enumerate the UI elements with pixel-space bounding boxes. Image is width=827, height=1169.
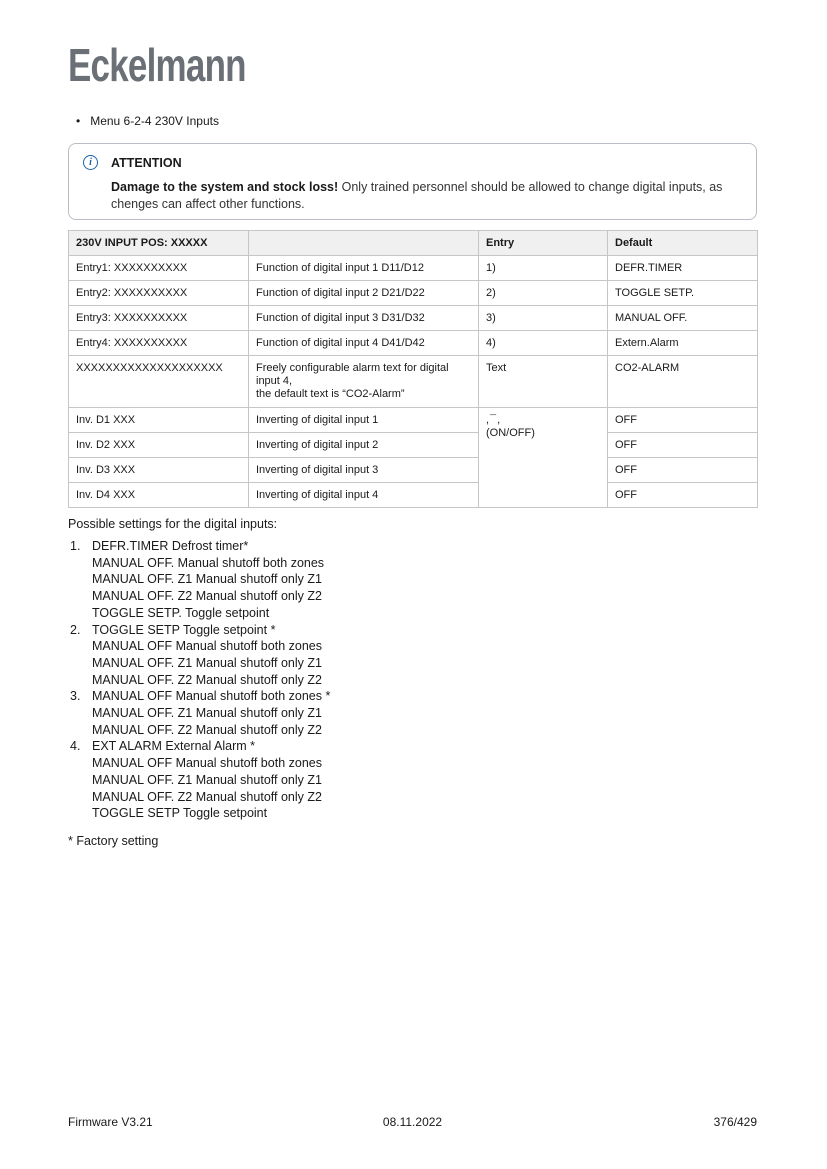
list-number: 3. [70, 689, 81, 704]
setting-line: MANUAL OFF. Z1 Manual shutoff only Z1 [92, 772, 322, 787]
footer-date: 08.11.2022 [382, 1115, 443, 1129]
table-row [69, 331, 758, 356]
table-header-row [69, 231, 758, 256]
page-footer [68, 1115, 757, 1129]
setting-line: MANUAL OFF. Z2 Manual shutoff only Z2 [92, 789, 322, 804]
attention-body [111, 179, 740, 213]
header-cell-entry: Entry [479, 231, 608, 256]
cell-pos: XXXXXXXXXXXXXXXXXXXX [69, 356, 249, 408]
on-off-label: (ON/OFF) [486, 427, 535, 439]
cell-pos: Entry1: XXXXXXXXXX [69, 256, 249, 281]
cell-entry: Text [479, 356, 608, 408]
cell-default: Extern.Alarm [608, 331, 758, 356]
cell-desc: Function of digital input 2 D21/D22 [249, 281, 479, 306]
list-number: 1. [70, 539, 81, 553]
list-item-lines [92, 538, 324, 622]
cell-default: CO2-ALARM [608, 356, 758, 408]
alarm-desc-line2: the default text is “CO2-Alarm” [256, 388, 405, 400]
header-cell-pos: 230V INPUT POS: XXXXX [69, 231, 249, 256]
settings-list [68, 538, 757, 822]
cell-entry-merged [479, 408, 608, 508]
cell-pos: Inv. D1 XXX [69, 408, 249, 433]
table-row-inverting [69, 408, 758, 433]
setting-line: TOGGLE SETP Toggle setpoint * [92, 622, 276, 637]
cell-default: OFF [608, 458, 758, 483]
setting-line: MANUAL OFF Manual shutoff both zones [92, 639, 322, 654]
setting-line: MANUAL OFF. Z1 Manual shutoff only Z1 [92, 706, 322, 721]
cell-desc: Function of digital input 1 D11/D12 [249, 256, 479, 281]
signal-symbol: ,¯, [486, 414, 502, 426]
header-cell-blank [249, 231, 479, 256]
setting-line: MANUAL OFF. Z2 Manual shutoff only Z2 [92, 722, 322, 737]
setting-line: MANUAL OFF. Z2 Manual shutoff only Z2 [92, 672, 322, 687]
setting-line: TOGGLE SETP. Toggle setpoint [92, 605, 270, 620]
cell-pos: Entry4: XXXXXXXXXX [69, 331, 249, 356]
table-row-inverting [69, 458, 758, 483]
cell-desc [249, 356, 479, 408]
setting-line: MANUAL OFF Manual shutoff both zones * [92, 689, 331, 704]
eckelmann-logo: Eckelmann [68, 39, 246, 91]
footer-page-number: 376/429 [713, 1115, 758, 1129]
cell-pos: Entry2: XXXXXXXXXX [69, 281, 249, 306]
settings-intro: Possible settings for the digital inputs: [68, 517, 278, 531]
setting-line: MANUAL OFF. Manual shutoff both zones [92, 555, 325, 570]
setting-line: MANUAL OFF Manual shutoff both zones [92, 756, 322, 771]
table-row [69, 281, 758, 306]
setting-line: EXT ALARM External Alarm * [92, 739, 256, 754]
table-row-inverting [69, 483, 758, 508]
cell-default: OFF [608, 483, 758, 508]
list-item-lines [92, 738, 322, 822]
header-cell-default: Default [608, 231, 758, 256]
settings-section [68, 516, 757, 849]
attention-header [83, 155, 740, 170]
cell-desc: Inverting of digital input 2 [249, 433, 479, 458]
attention-box [68, 143, 757, 220]
cell-default: MANUAL OFF. [608, 306, 758, 331]
list-item [68, 538, 757, 622]
cell-desc: Inverting of digital input 3 [249, 458, 479, 483]
bullet-line [76, 114, 219, 128]
attention-title: ATTENTION [111, 155, 182, 170]
setting-line: DEFR.TIMER Defrost timer* [92, 539, 249, 553]
footer-firmware: Firmware V3.21 [68, 1115, 153, 1129]
list-item [68, 622, 757, 689]
cell-pos: Inv. D4 XXX [69, 483, 249, 508]
setting-line: MANUAL OFF. Z1 Manual shutoff only Z1 [92, 572, 322, 587]
cell-pos: Inv. D2 XXX [69, 433, 249, 458]
cell-default: OFF [608, 408, 758, 433]
factory-setting-footnote: * Factory setting [68, 833, 159, 848]
alarm-desc-line1: Freely configurable alarm text for digital input 4, [256, 362, 449, 387]
list-item-lines [92, 622, 322, 689]
list-item [68, 738, 757, 822]
cell-default: TOGGLE SETP. [608, 281, 758, 306]
inputs-table [68, 230, 758, 508]
cell-desc: Function of digital input 3 D31/D32 [249, 306, 479, 331]
list-item-lines [92, 688, 330, 738]
list-item [68, 688, 757, 738]
bullet-icon: • [76, 114, 81, 128]
info-icon: i [83, 155, 98, 170]
table-row-inverting [69, 433, 758, 458]
cell-default: DEFR.TIMER [608, 256, 758, 281]
cell-default: OFF [608, 433, 758, 458]
cell-pos: Entry3: XXXXXXXXXX [69, 306, 249, 331]
table-row-alarm-text [69, 356, 758, 408]
cell-desc: Inverting of digital input 1 [249, 408, 479, 433]
setting-line: MANUAL OFF. Z2 Manual shutoff only Z2 [92, 589, 322, 604]
bullet-item-text: Menu 6-2-4 230V Inputs [90, 114, 219, 128]
table-row [69, 256, 758, 281]
setting-line: TOGGLE SETP Toggle setpoint [92, 806, 268, 821]
cell-desc: Function of digital input 4 D41/D42 [249, 331, 479, 356]
cell-entry: 4) [479, 331, 608, 356]
table-row [69, 306, 758, 331]
setting-line: MANUAL OFF. Z1 Manual shutoff only Z1 [92, 655, 322, 670]
list-number: 2. [70, 622, 81, 637]
cell-pos: Inv. D3 XXX [69, 458, 249, 483]
cell-desc: Inverting of digital input 4 [249, 483, 479, 508]
cell-entry: 1) [479, 256, 608, 281]
cell-entry: 2) [479, 281, 608, 306]
list-number: 4. [70, 739, 81, 754]
attention-lead: Damage to the system and stock loss! [111, 180, 339, 194]
attention-text: Only trained personnel should be allowed to change digital inputs, as chenges can affect other functions. [111, 180, 723, 211]
cell-entry: 3) [479, 306, 608, 331]
